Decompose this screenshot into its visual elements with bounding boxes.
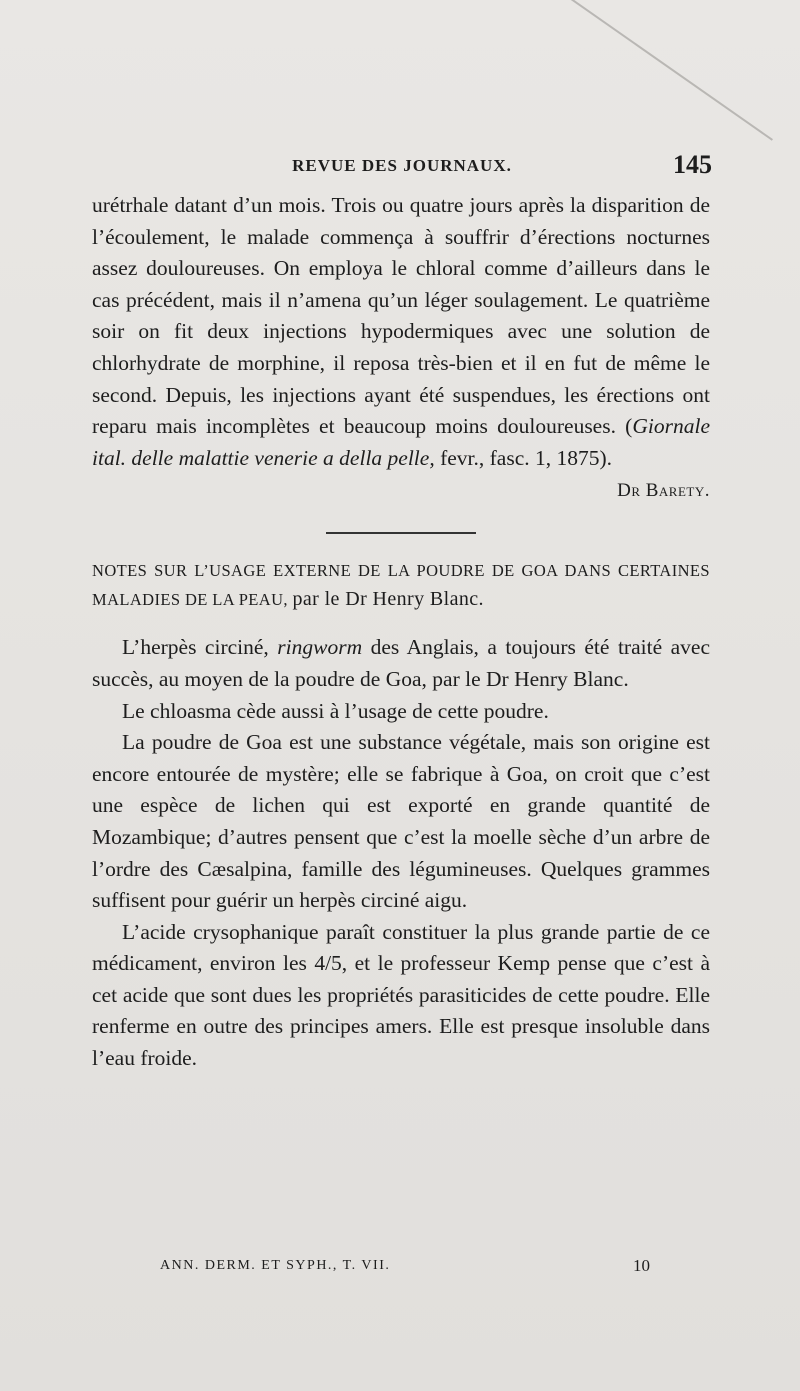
- running-head: REVUE DES JOURNAUX.: [292, 156, 512, 175]
- article2-paragraph-4: L’acide crysophanique paraît constituer la plus grande partie de ce médicament, environ les 4/5, et le professeur Kemp pense que c’est à cet acide que sont dues les propriétés parasiticides de cette poudre. Elle renferme en outre des principes amers. Elle est presque insoluble dans l’eau froide.: [92, 919, 710, 1071]
- article2-paragraph-1: [92, 632, 710, 695]
- article2-title-text: NOTES SUR L’USAGE EXTERNE DE LA POUDRE DE GOA DANS CERTAINES MALADIES DE LA PEAU,: [92, 561, 710, 610]
- page-body: [92, 190, 710, 1075]
- page-number: 145: [673, 150, 712, 179]
- article1-text: urétrhale datant d’un mois. Trois ou quatre jours après la disparition de l’écoulement, le malade commença à souffrir d’érections nocturnes assez douloureuses. On employa le chloral comme d’ailleurs dans le cas précédent, mais il n’amena qu’un léger soulagement. Le quatrième soir on fit deux injections hypodermiques avec une solution de chlorhydrate de morphine, il reposa très-bien et il en fut de même le second. Depuis, les injections ayant été suspendues, les érections ont reparu mais incomplètes et beaucoup moins douloureuses. (: [92, 193, 710, 439]
- paper-crease: [559, 0, 773, 141]
- page-header: [92, 150, 712, 180]
- section-divider: [326, 532, 476, 534]
- paragraph-text: L’herpès circiné,: [122, 635, 278, 660]
- article1-signature: Dr Barety.: [617, 480, 710, 502]
- paragraph-italic: ringworm: [277, 635, 363, 660]
- article2-paragraph-3: La poudre de Goa est une substance végétale, mais son origine est encore entourée de mystère; elle se fabrique à Goa, on croit que c’est une espèce de lichen qui est exporté en grande quantité de Mozambique; d’autres pensent que c’est la moelle sèche d’un arbre de l’ordre des Cæsalpina, famille des légumineuses. Quelques grammes suffisent pour guérir un herpès circiné aigu.: [92, 730, 710, 913]
- footer-volume: ANN. DERM. ET SYPH., T. VII.: [160, 1258, 391, 1273]
- article2-paragraph-2: Le chloasma cède aussi à l’usage de cette poudre.: [122, 698, 549, 723]
- paragraph-text: des Anglais, a toujours été traité avec succès, au moyen de la poudre de Goa, par le Dr Henry Blanc.: [92, 635, 710, 691]
- article1-paragraph: [92, 190, 710, 474]
- footer-signature-mark: 10: [633, 1256, 650, 1275]
- article2-title: [92, 556, 710, 614]
- article1-citation-italic: Giornale ital. delle malattie venerie a della pelle,: [92, 414, 710, 470]
- article1-citation-rest: fevr., fasc. 1, 1875).: [434, 445, 613, 470]
- article2-byline: par le Dr Henry Blanc.: [292, 588, 484, 611]
